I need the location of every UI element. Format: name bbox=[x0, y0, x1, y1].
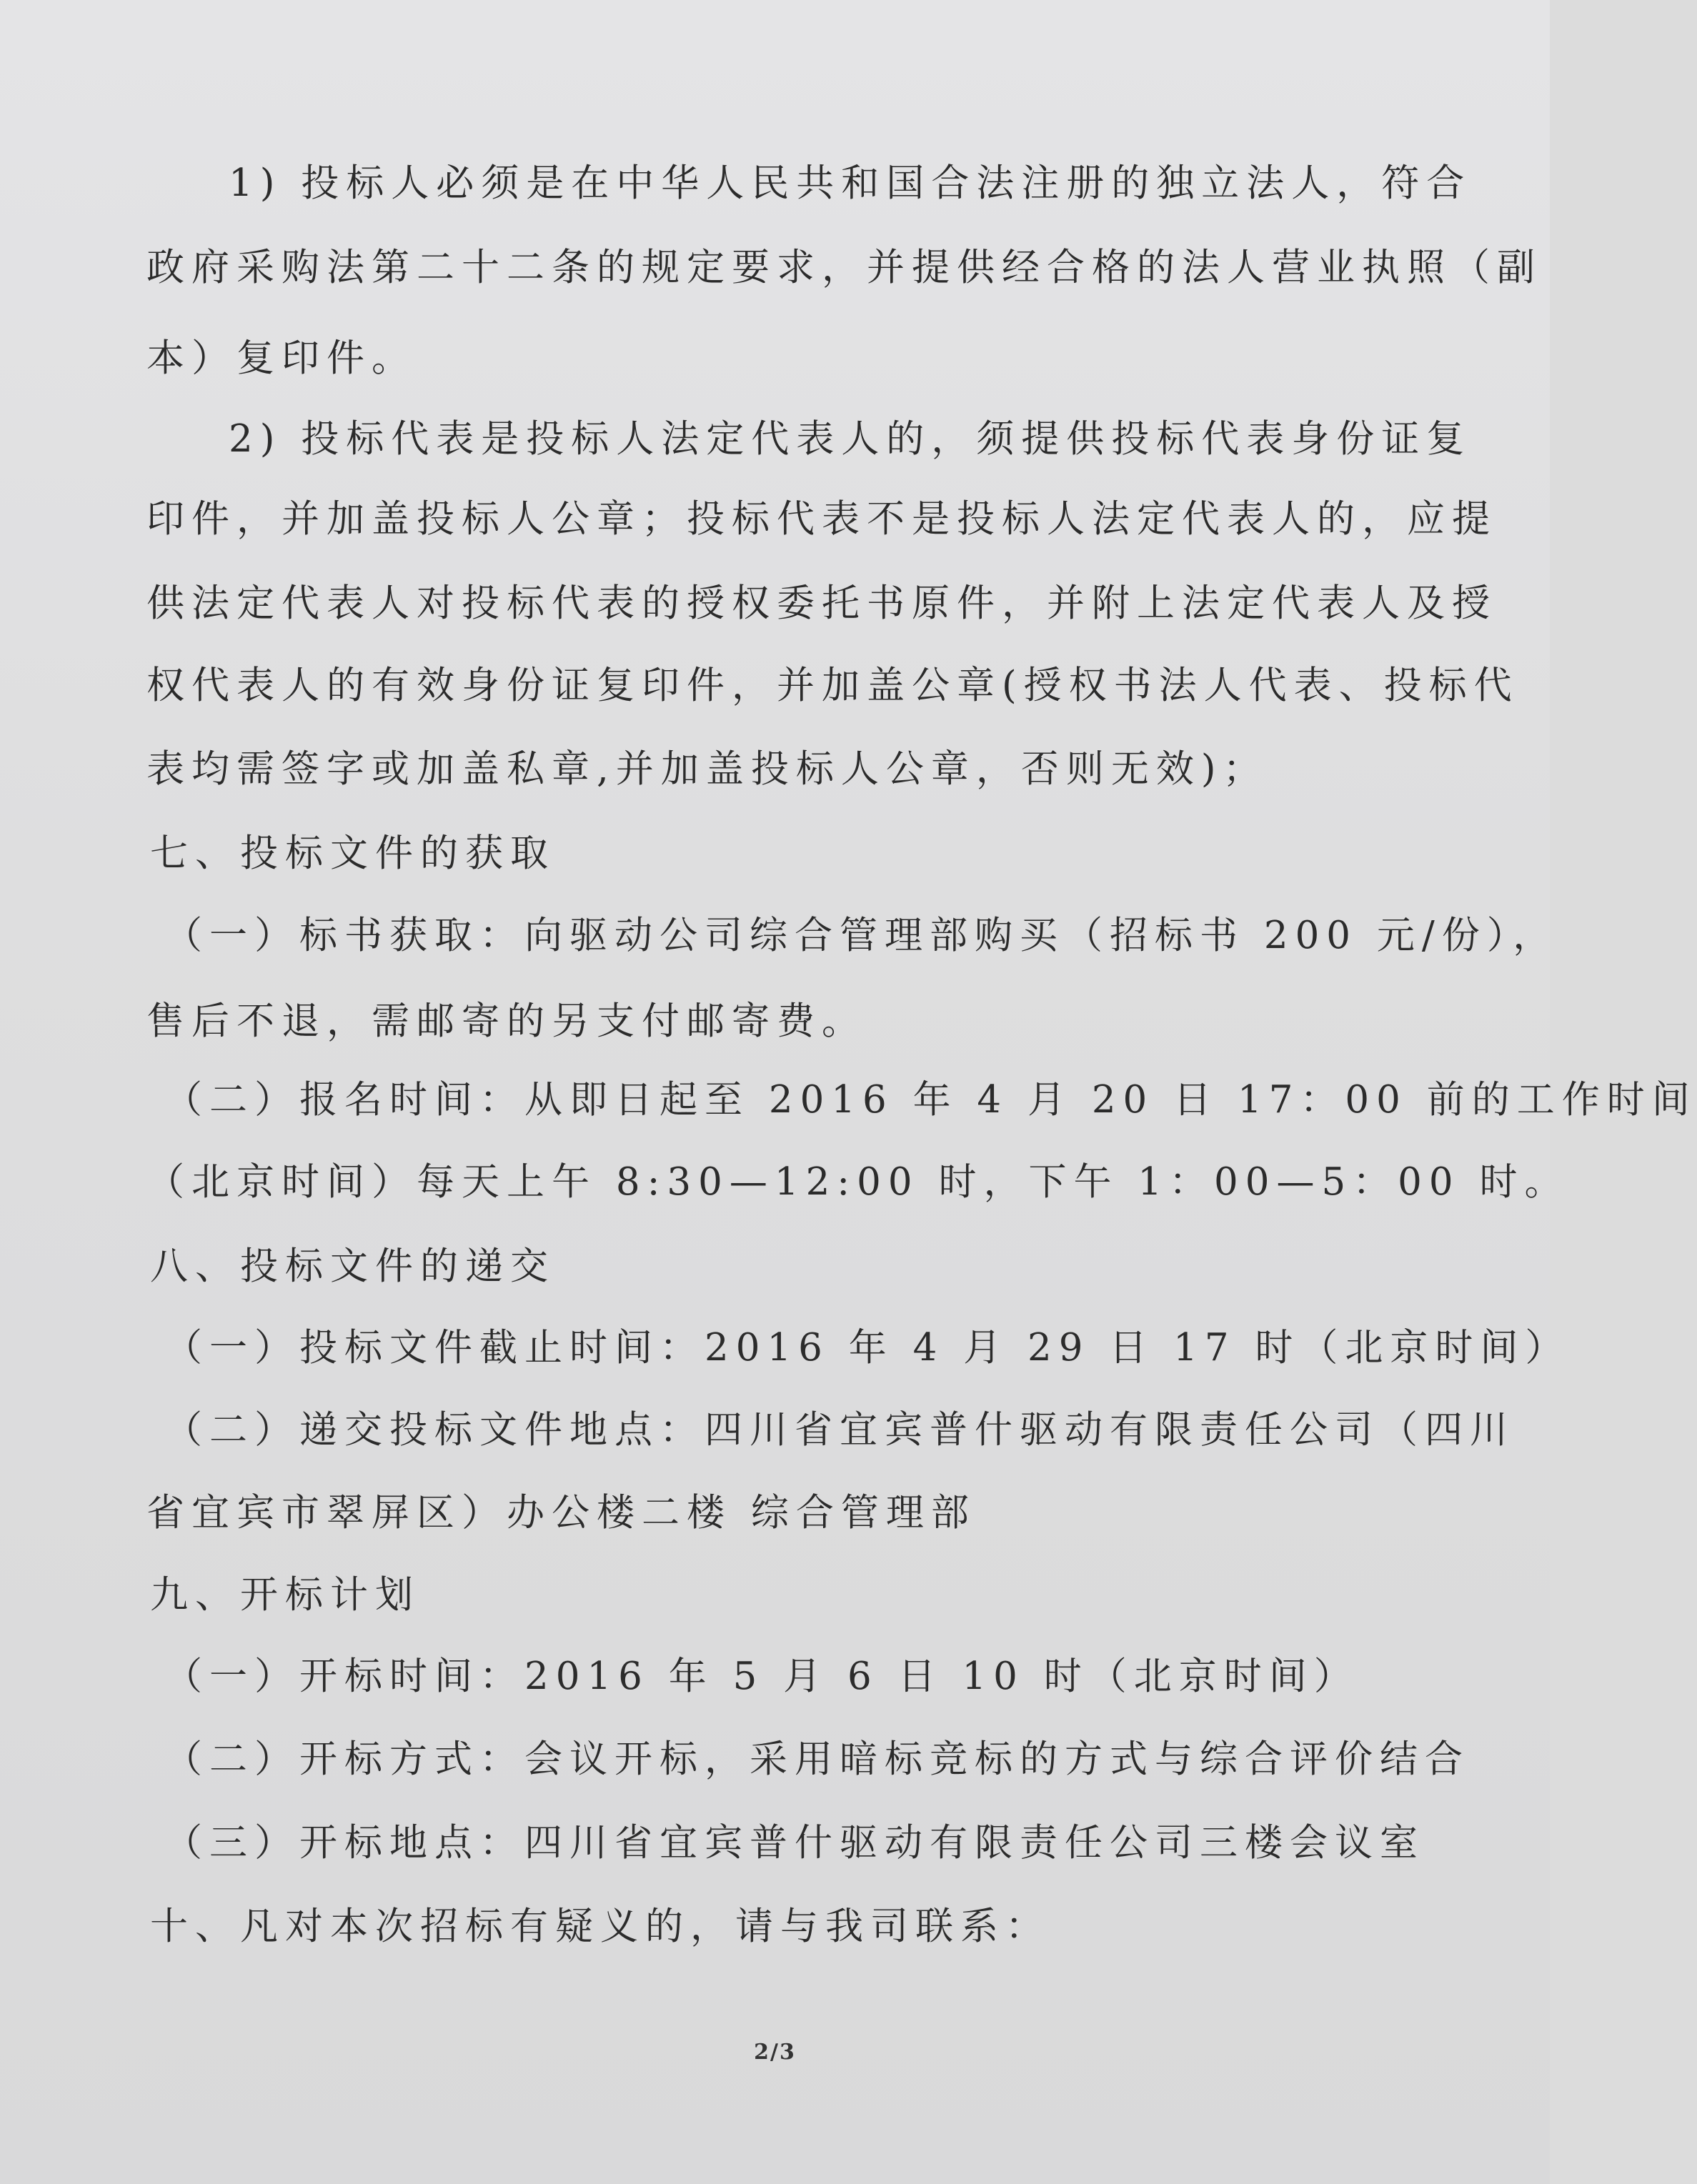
paragraph-line: 印件，并加盖投标人公章；投标代表不是投标人法定代表人的，应提 bbox=[146, 497, 1497, 541]
paragraph-line: （二）报名时间：从即日起至 2016 年 4 月 20 日 17：00 前的工作时间 bbox=[164, 1078, 1697, 1122]
paragraph-line: （一）投标文件截止时间：2016 年 4 月 29 日 17 时（北京时间） bbox=[164, 1326, 1571, 1370]
section-heading: 七、投标文件的获取 bbox=[150, 832, 555, 875]
page-number: 2/3 bbox=[754, 2040, 796, 2065]
paragraph-line: （二）递交投标文件地点：四川省宜宾普什驱动有限责任公司（四川 bbox=[164, 1408, 1515, 1452]
paragraph-line: 省宜宾市翠屏区）办公楼二楼 综合管理部 bbox=[146, 1491, 976, 1535]
paragraph-line: （二）开标方式：会议开标，采用暗标竞标的方式与综合评价结合 bbox=[164, 1737, 1470, 1781]
section-heading: 十、凡对本次招标有疑义的，请与我司联系： bbox=[150, 1905, 1050, 1948]
paragraph-line: 2) 投标代表是投标人法定代表人的，须提供投标代表身份证复 bbox=[229, 417, 1472, 461]
paragraph-line: （一）开标时间：2016 年 5 月 6 日 10 时（北京时间） bbox=[164, 1655, 1359, 1698]
paragraph-line: 本）复印件。 bbox=[146, 336, 417, 380]
paragraph-line: 政府采购法第二十二条的规定要求，并提供经合格的法人营业执照（副 bbox=[146, 246, 1542, 289]
paragraph-line: 权代表人的有效身份证复印件，并加盖公章(授权书法人代表、投标代 bbox=[146, 664, 1519, 707]
paragraph-line: 售后不退，需邮寄的另支付邮寄费。 bbox=[146, 999, 867, 1043]
paragraph-line: （三）开标地点：四川省宜宾普什驱动有限责任公司三楼会议室 bbox=[164, 1821, 1425, 1865]
paragraph-line: 表均需签字或加盖私章,并加盖投标人公章，否则无效)； bbox=[146, 747, 1268, 791]
paragraph-line: 供法定代表人对投标代表的授权委托书原件，并附上法定代表人及授 bbox=[146, 582, 1497, 625]
paragraph-line: （一）标书获取：向驱动公司综合管理部购买（招标书 200 元/份）， bbox=[164, 914, 1558, 957]
section-heading: 八、投标文件的递交 bbox=[150, 1245, 555, 1288]
section-heading: 九、开标计划 bbox=[150, 1573, 420, 1617]
paragraph-line: （北京时间）每天上午 8:30—12:00 时，下午 1：00—5：00 时。 bbox=[146, 1160, 1570, 1204]
paragraph-line: 1) 投标人必须是在中华人民共和国合法注册的独立法人，符合 bbox=[229, 161, 1472, 205]
